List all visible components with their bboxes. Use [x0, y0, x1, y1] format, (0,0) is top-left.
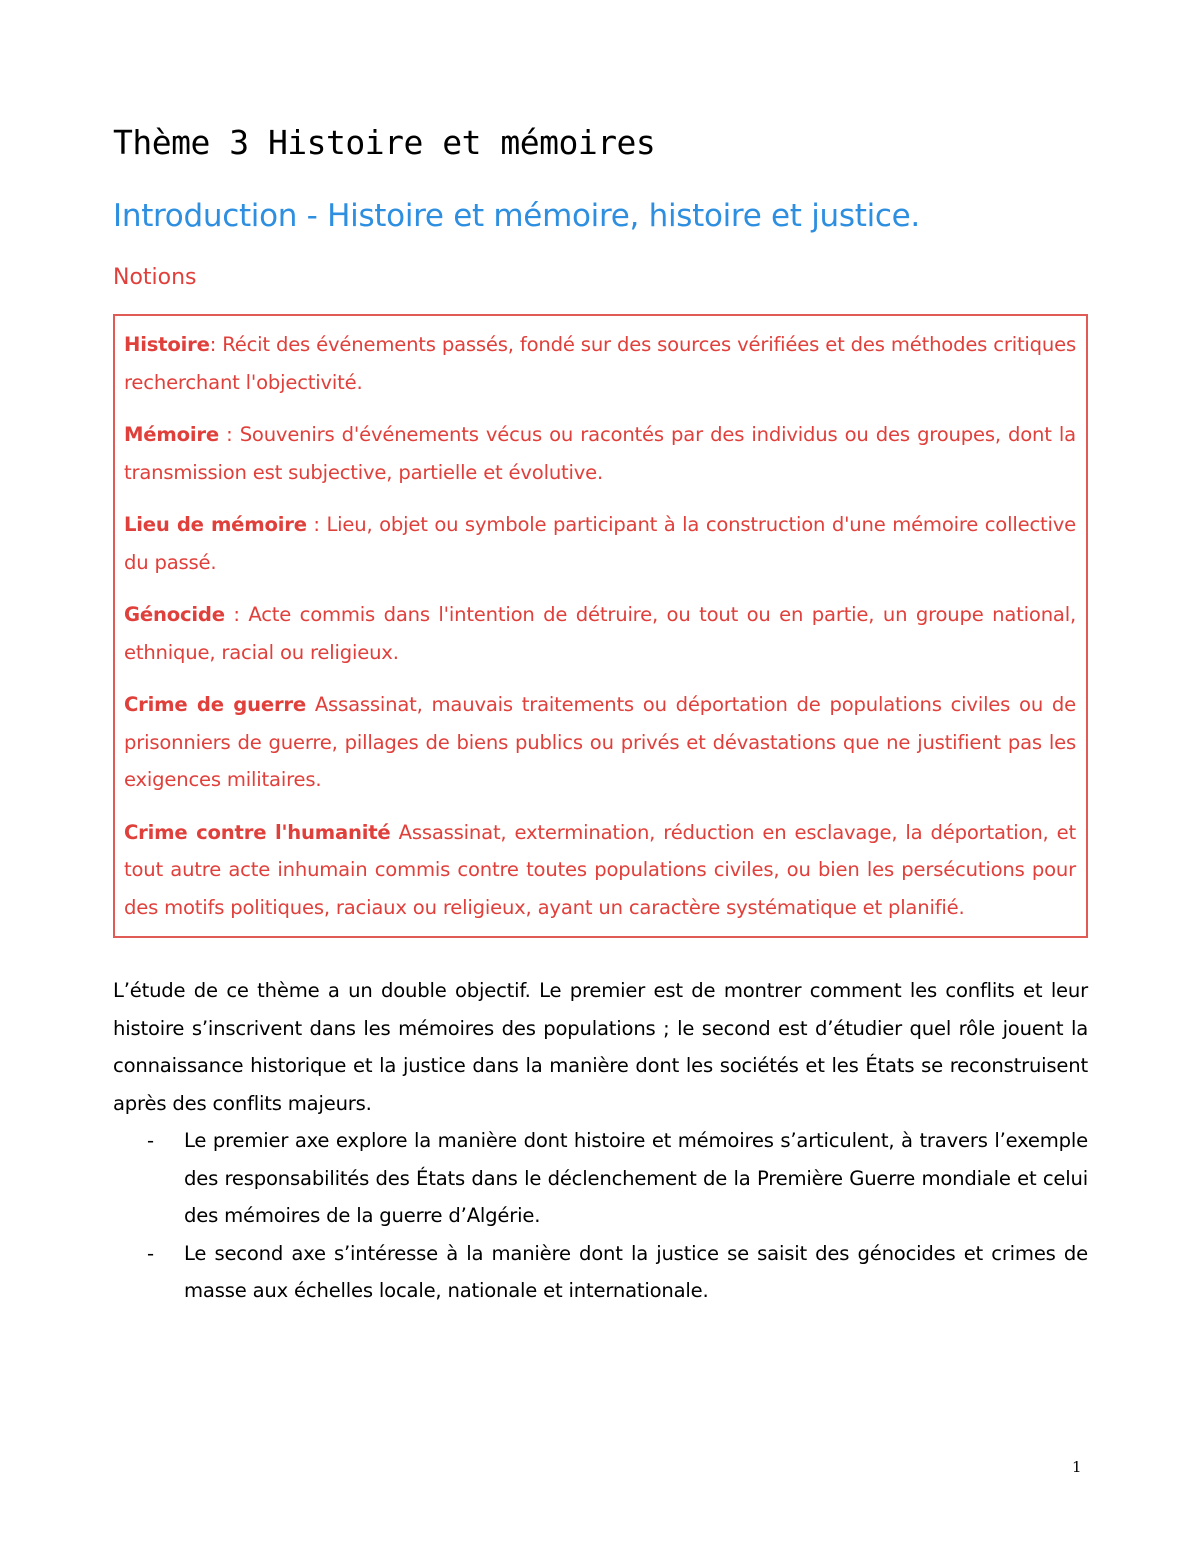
notion-genocide: [124, 596, 1076, 671]
notion-separator: [391, 821, 399, 844]
notion-lieu-de-memoire: [124, 506, 1076, 581]
document-page: [113, 118, 1088, 1310]
notion-histoire: [124, 326, 1076, 401]
notion-separator: [306, 693, 315, 716]
notion-term: Mémoire: [124, 423, 219, 446]
notion-definition: Récit des événements passés, fondé sur des sources vérifiées et des méthodes critiques recherchant l'objectivité.: [124, 333, 1076, 394]
introduction-title: Introduction - Histoire et mémoire, histoire et justice.: [113, 198, 920, 234]
axes-list: [113, 1122, 1088, 1310]
notion-definition: Assassinat, extermination, réduction en esclavage, la déportation, et tout autre acte inhumain commis contre toutes populations civiles, ou bien les persécutions pour des motifs politiques, raciaux ou religieux, ayant un caractère systématique et planifié.: [124, 820, 1077, 919]
notion-term: Histoire: [124, 333, 210, 356]
introduction-paragraph: L’étude de ce thème a un double objectif. Le premier est de montrer comment les conflits et leur histoire s’inscrivent dans les mémoires des populations ; le second est d’étudier quel rôle jouent la connaissance historique et la justice dans la manière dont les sociétés et les États se reconstruisent après des conflits majeurs.: [113, 979, 1088, 1115]
notion-separator: :: [306, 513, 327, 536]
notion-definition: Acte commis dans l'intention de détruire, ou tout ou en partie, un groupe national, ethnique, racial ou religieux.: [124, 603, 1076, 664]
notion-crime-de-guerre: [124, 686, 1076, 799]
notion-definition: Souvenirs d'événements vécus ou racontés par des individus ou des groupes, dont la transmission est subjective, partielle et évolutive.: [124, 423, 1076, 484]
list-item: [113, 1122, 1088, 1235]
notions-heading: Notions: [113, 265, 197, 290]
list-item: [113, 1235, 1088, 1310]
axis-text: Le premier axe explore la manière dont histoire et mémoires s’articulent, à travers l’exemple des responsabilités des États dans le déclenchement de la Première Guerre mondiale et celui des mémoires de la guerre d’Algérie.: [184, 1129, 1088, 1227]
notion-term: Crime de guerre: [124, 693, 306, 716]
notion-term: Crime contre l'humanité: [124, 820, 391, 844]
notions-box: [113, 314, 1088, 938]
notion-definition: Assassinat, mauvais traitements ou déportation de populations civiles ou de prisonniers de guerre, pillages de biens publics ou privés et dévastations que ne justifient pas les exigences militaires.: [124, 693, 1076, 791]
notion-separator: :: [209, 333, 223, 356]
notion-separator: :: [224, 603, 249, 626]
notion-separator: :: [218, 423, 240, 446]
bullet-dash: -: [147, 1129, 154, 1152]
bullet-dash: -: [147, 1241, 154, 1265]
notion-definition: Lieu, objet ou symbole participant à la construction d'une mémoire collective du passé.: [124, 513, 1076, 574]
notion-memoire: [124, 416, 1076, 491]
axis-text: Le second axe s’intéresse à la manière dont la justice se saisit des génocides et crimes de masse aux échelles locale, nationale et internationale.: [184, 1241, 1088, 1302]
document-title: Thème 3 Histoire et mémoires: [113, 123, 656, 162]
notion-term: Lieu de mémoire: [124, 513, 307, 536]
notion-term: Génocide: [124, 603, 225, 626]
page-number: 1: [1072, 1458, 1082, 1476]
notion-crime-contre-humanite: [124, 814, 1076, 927]
